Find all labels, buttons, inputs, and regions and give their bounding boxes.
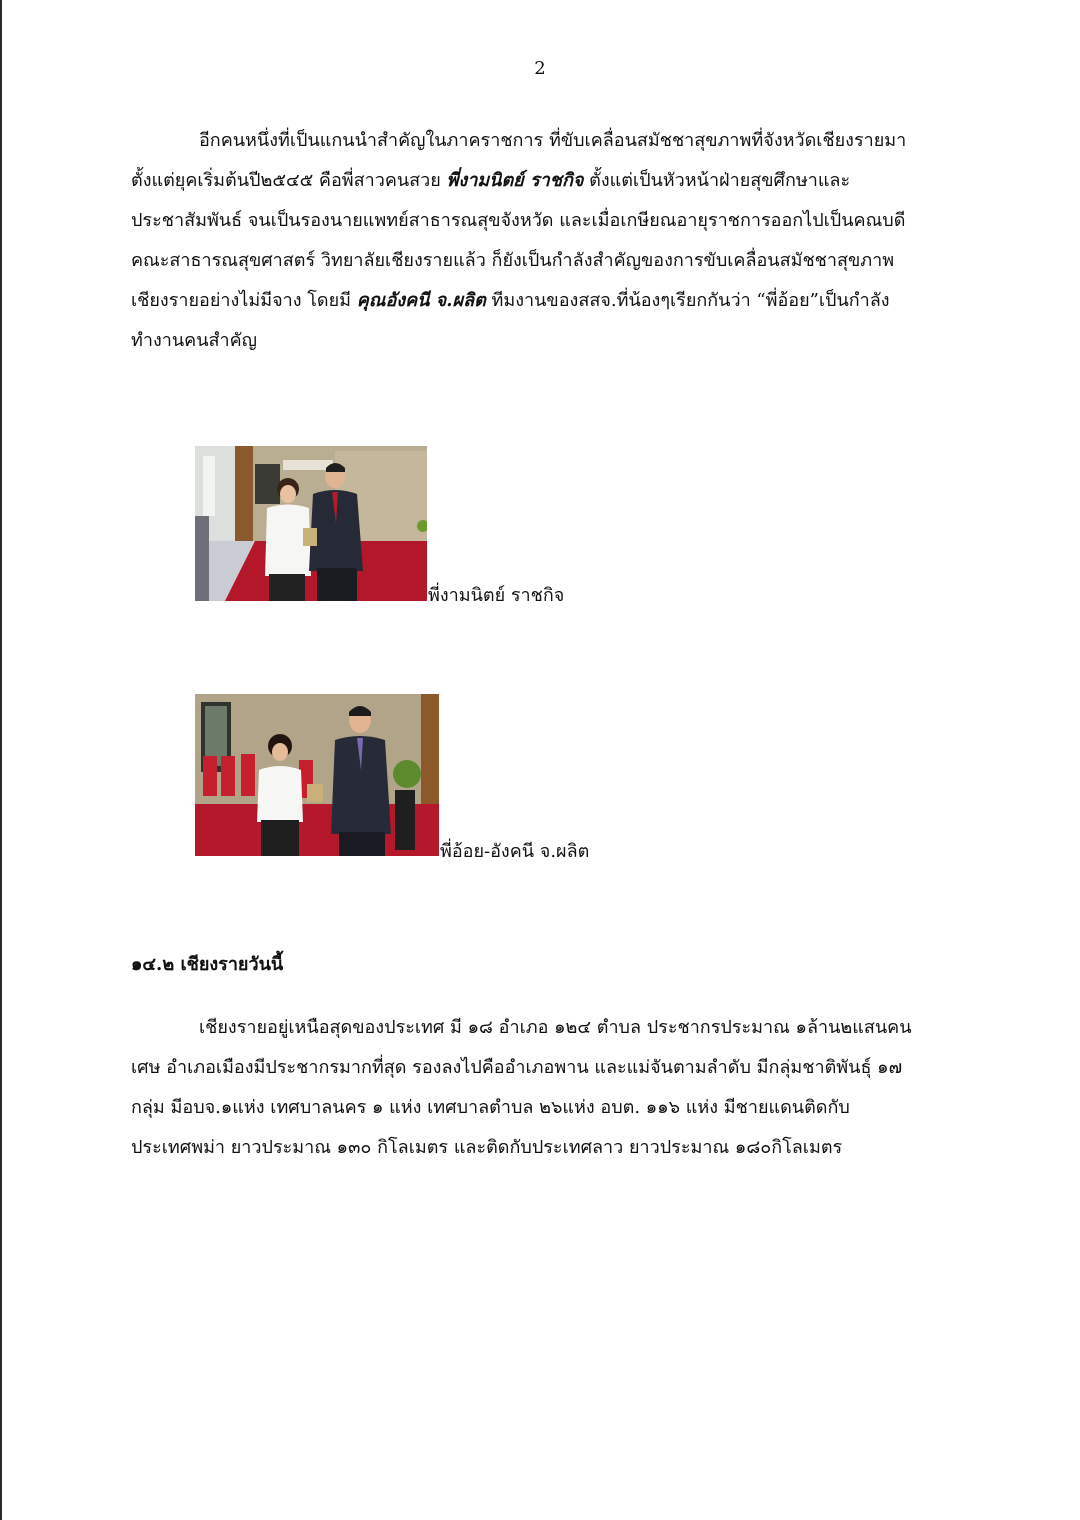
photo-caption: พี่งามนิตย์ ราชกิจ (428, 585, 565, 606)
paragraph-intro (131, 121, 941, 361)
photo-illustration (195, 446, 427, 601)
paragraph-line: กลุ่ม มีอบจ.๑แห่ง เทศบาลนคร ๑ แห่ง เทศบาลตำบล ๒๖แห่ง อบต. ๑๑๖ แห่ง มีชายแดนติดกับ (131, 1097, 850, 1118)
emphasized-name: พี่งามนิตย์ ราชกิจ (446, 170, 584, 191)
page-left-border (0, 0, 2, 1520)
section-heading: ๑๔.๒ เชียงรายวันนี้ (131, 954, 284, 975)
text-run: ทีมงานของสสจ.ที่น้องๆเรียกกันว่า “พี่อ้อย”เป็นกำลัง (485, 290, 890, 311)
photo-ngamnit (195, 446, 427, 601)
text-run: ตั้งแต่เป็นหัวหน้าฝ่ายสุขศึกษาและ (583, 170, 851, 191)
paragraph-line: เชียงรายอยู่เหนือสุดของประเทศ มี ๑๘ อำเภอ ๑๒๔ ตำบล ประชากรประมาณ ๑ล้าน๒แสนคน (199, 1017, 912, 1038)
page-number: 2 (534, 58, 546, 79)
photo-illustration (195, 694, 439, 856)
paragraph-line: ประเทศพม่า ยาวประมาณ ๑๓๐ กิโลเมตร และติดกับประเทศลาว ยาวประมาณ ๑๘๐กิโลเมตร (131, 1137, 843, 1158)
paragraph-line: อีกคนหนึ่งที่เป็นแกนนำสำคัญในภาคราชการ ที่ขับเคลื่อนสมัชชาสุขภาพที่จังหวัดเชียงรายมา (199, 130, 907, 151)
paragraph-line (131, 161, 941, 201)
paragraph-line: ประชาสัมพันธ์ จนเป็นรองนายแพทย์สาธารณสุขจังหวัด และเมื่อเกษียณอายุราชการออกไปเป็นคณบดี (131, 210, 906, 231)
text-run: เชียงรายอย่างไม่มีจาง โดยมี (131, 290, 357, 311)
photo-angkanee (195, 694, 439, 856)
text-run: ตั้งแต่ยุคเริ่มต้นปี๒๕๔๕ คือพี่สาวคนสวย (131, 170, 447, 191)
paragraph-line: ทำงานคนสำคัญ (131, 330, 257, 351)
photo-caption: พี่อ้อย-อังคนี จ.ผลิต (440, 841, 590, 862)
paragraph-chiangrai-today (131, 1008, 941, 1168)
paragraph-line (131, 281, 941, 321)
emphasized-name: คุณอังคนี จ.ผลิต (356, 290, 486, 311)
paragraph-line: คณะสาธารณสุขศาสตร์ วิทยาลัยเชียงรายแล้ว ก็ยังเป็นกำลังสำคัญของการขับเคลื่อนสมัชชาสุขภาพ (131, 250, 895, 271)
paragraph-line: เศษ อำเภอเมืองมีประชากรมากที่สุด รองลงไปคืออำเภอพาน และแม่จันตามลำดับ มีกลุ่มชาติพันธุ์ ๑๗ (131, 1057, 903, 1078)
